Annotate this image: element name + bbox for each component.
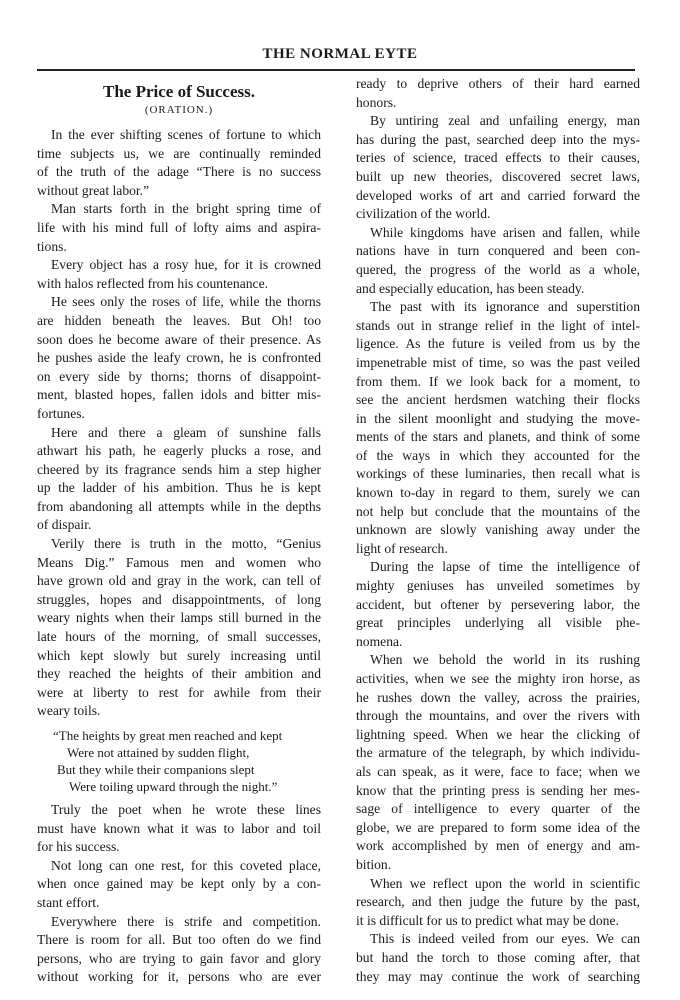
text-line: globe, we are prepared to form some idea of the: [356, 819, 640, 835]
poem-line: “The heights by great men reached and kept: [53, 728, 283, 743]
text-line: time subjects us, we are continually reminded: [37, 145, 321, 161]
text-line: weary toils.: [37, 703, 101, 719]
article-title: The Price of Success.: [102, 82, 256, 101]
text-line: ready to deprive others of their hard earned: [356, 76, 640, 91]
text-line: from them. If we look back for a moment, to: [356, 373, 640, 389]
text-line: up the ladder of his ambition. Thus he is kept: [37, 480, 321, 496]
text-line: tions.: [37, 238, 67, 254]
masthead-title: THE NORMAL EYTE: [262, 46, 418, 62]
text-line: nomena.: [356, 633, 403, 649]
paragraph: [37, 535, 321, 721]
paragraph: [37, 857, 321, 913]
poem-line: Were toiling upward through the night.”: [69, 779, 278, 794]
text-line: but hand the torch to those coming after, that: [356, 949, 640, 965]
text-line: of the truth of the adage “There is no success: [37, 164, 321, 180]
text-line: which kept slowly but surely increasing until: [37, 647, 321, 663]
text-line: During the lapse of time the intelligence of: [370, 559, 640, 575]
text-line: activities, when we see the mighty iron horse, as: [356, 671, 640, 686]
text-line: known to-day in regard to them, surely we can: [356, 485, 640, 501]
text-line: in the silent moonlight and studying the move-: [356, 410, 640, 426]
text-line: Here and there a gleam of sunshine falls: [51, 424, 321, 440]
text-line: workings of these luminaries, then recall what is: [356, 466, 640, 482]
text-line: from abandoning all attempts while in the depths: [37, 498, 321, 514]
text-line: great principles underlying all visible phe-: [356, 615, 640, 631]
text-line: ligence. As the future is veiled from us by the: [356, 336, 640, 352]
text-line: honors.: [356, 94, 397, 110]
text-line: life with his mind full of lofty aims and aspira-: [37, 219, 321, 235]
text-line: When we reflect upon the world in scientific: [370, 875, 640, 891]
text-line: He sees only the roses of life, while the thorns: [51, 294, 321, 310]
text-line: of dispair.: [37, 517, 92, 533]
text-line: it is difficult for us to predict what may be done.: [356, 912, 619, 928]
text-line: als can speak, as it were, face to face; when we: [356, 763, 640, 779]
text-line: know that the printing press is sending her mes-: [356, 782, 640, 798]
paragraph: [356, 298, 640, 558]
text-line: of the ways in which they accounted for the: [356, 447, 640, 463]
text-line: when once gained may be kept only by a con-: [37, 876, 321, 892]
paragraph: [37, 200, 321, 256]
header-rule: [37, 69, 635, 71]
text-line: Verily there is truth in the motto, “Genius: [51, 536, 321, 552]
text-line: has during the past, searched deep into the mys-: [356, 131, 640, 147]
poem-quote: [37, 727, 321, 795]
right-paragraphs: [356, 75, 640, 986]
text-line: stant effort.: [37, 894, 100, 910]
text-line: soon does he become aware of their presence. As: [37, 331, 321, 347]
text-line: with halos reflected from his countenance.: [37, 275, 269, 291]
text-line: he rushes down the valley, across the prairies,: [356, 689, 640, 705]
text-line: There is room for all. But too often do we find: [37, 932, 321, 948]
text-line: see the ancient herdsmen watching their flocks: [356, 392, 640, 408]
text-line: are hidden beneath the leaves. But Oh! too: [37, 312, 321, 328]
text-line: stands out in strange relief in the light of intel-: [356, 317, 640, 333]
text-line: built up new theories, discovered secret laws,: [356, 168, 640, 184]
text-line: the armature of the telegraph, by which individu-: [356, 745, 640, 761]
text-line: must have known what it was to labor and toil: [37, 820, 321, 836]
text-line: By untiring zeal and unfailing energy, man: [370, 113, 640, 129]
left-paragraphs-before-poem: [37, 126, 321, 721]
text-line: civilization of the world.: [356, 206, 491, 222]
text-line: developed works of art and carried forward the: [356, 187, 640, 203]
text-line: Not long can one rest, for this coveted place,: [51, 857, 321, 873]
text-line: ment, blasted hopes, fallen idols and bitter mis-: [37, 387, 321, 403]
text-line: bition.: [356, 856, 392, 872]
text-line: for his success.: [37, 839, 120, 855]
paragraph: [37, 293, 321, 423]
paragraph: [356, 651, 640, 874]
text-line: light of research.: [356, 540, 448, 556]
text-line: weary nights when their lamps still burned in the: [37, 610, 321, 626]
text-line: mighty geniuses has unveiled sometimes by: [356, 578, 640, 594]
text-line: they may may continue the work of searching: [356, 968, 640, 984]
text-line: research, and then judge the future by the past,: [356, 894, 640, 910]
text-line: without great labor.”: [37, 182, 150, 198]
paragraph: [356, 224, 640, 298]
text-line: fortunes.: [37, 405, 85, 421]
text-line: through the mountains, and over the rivers with: [356, 708, 640, 724]
text-line: Truly the poet when he wrote these lines: [51, 802, 321, 817]
paragraph: [37, 126, 321, 200]
text-line: Every object has a rosy hue, for it is crowned: [51, 257, 321, 273]
text-line: In the ever shifting scenes of fortune to which: [51, 127, 321, 142]
text-line: teries of science, traced effects to their causes,: [356, 150, 640, 166]
paragraph: [37, 424, 321, 536]
text-line: and especially education, has been steady.: [356, 280, 585, 296]
text-line: nations have in turn conquered and been con-: [356, 243, 640, 259]
text-line: ments of the stars and planets, and think of some: [356, 429, 640, 445]
text-line: late hours of the morning, of small successes,: [37, 629, 321, 645]
text-line: Everywhere there is strife and competition.: [51, 913, 321, 929]
paragraph: [356, 875, 640, 931]
paragraph: [356, 930, 640, 986]
paragraph: [356, 112, 640, 224]
text-line: he pushes aside the leafy crown, he is confronted: [37, 350, 321, 366]
text-line: have grown old and gray in the work, can tell of: [37, 573, 321, 589]
text-line: work accomplished by men of energy and am-: [356, 838, 640, 854]
text-line: impenetrable mist of time, so was the past veiled: [356, 354, 640, 370]
text-line: athwart his path, he eagerly plucks a rose, and: [37, 443, 321, 459]
text-line: not help but conclude that the mountains of the: [356, 503, 640, 519]
text-line: lightning speed. When we hear the clicking of: [356, 726, 640, 742]
text-line: persons, who are trying to gain favor and glory: [37, 950, 321, 966]
left-paragraphs-after-poem: [37, 801, 321, 987]
left-column: [37, 126, 321, 987]
poem-line: Were not attained by sudden flight,: [67, 745, 250, 760]
text-line: The past with its ignorance and superstition: [370, 299, 640, 315]
text-line: When we behold the world in its rushing: [370, 652, 640, 668]
paragraph: [356, 75, 640, 112]
poem-line: But they while their companions slept: [57, 762, 255, 777]
text-line: unknown are slowly vanishing away under the: [356, 522, 640, 538]
text-line: without working for it, persons who are ever: [37, 969, 321, 985]
text-line: This is indeed veiled from our eyes. We can: [370, 931, 640, 947]
paragraph: [37, 256, 321, 293]
text-line: they reached the heights of their ambition and: [37, 666, 321, 682]
article-subtitle: (ORATION.): [144, 104, 214, 116]
text-line: sage of intelligence to every quarter of the: [356, 801, 640, 817]
text-line: were at liberty to rest for awhile from their: [37, 684, 321, 700]
text-line: cheered by its fragrance sends him a step higher: [37, 461, 321, 477]
text-line: on every side by thorns; thorns of disappoint-: [37, 368, 321, 384]
text-line: quered, the progress of the world as a whole,: [356, 261, 640, 277]
text-line: Means Dig.” Famous men and women who: [37, 554, 321, 570]
right-column: [356, 75, 640, 986]
paragraph: [37, 913, 321, 987]
text-line: Man starts forth in the bright spring time of: [51, 201, 321, 217]
text-line: struggles, hopes and disappointments, of long: [37, 591, 321, 607]
text-line: accident, but oftener by persevering labor, the: [356, 596, 640, 612]
text-line: While kingdoms have arisen and fallen, while: [370, 224, 640, 240]
paragraph: [356, 558, 640, 651]
paragraph: [37, 801, 321, 857]
